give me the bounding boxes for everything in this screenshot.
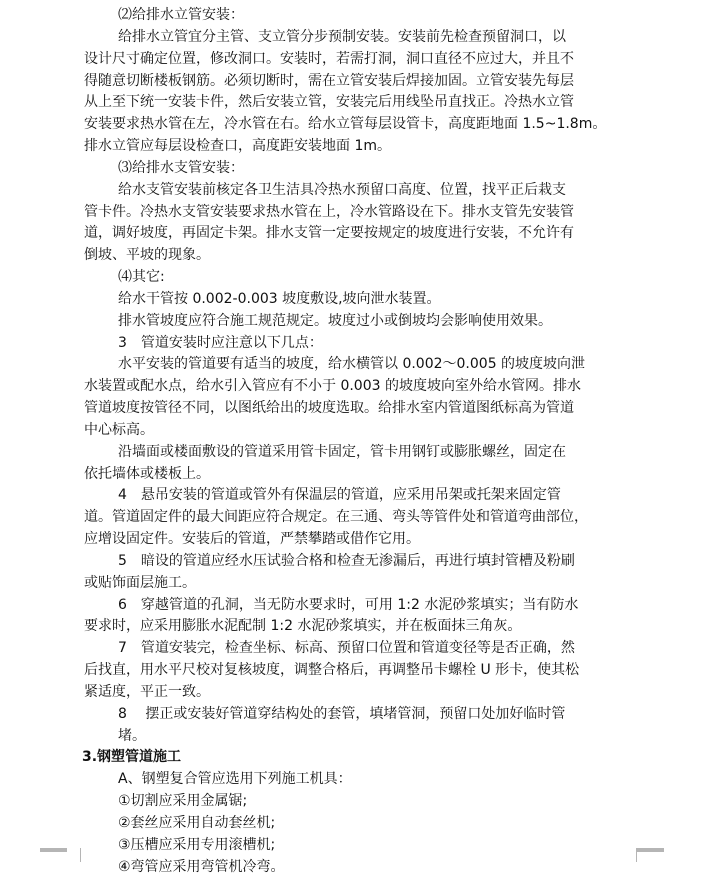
list-item: ④弯管应采用弯管机冷弯。 <box>118 859 285 875</box>
paragraph-line: 紧适度，平正一致。 <box>84 684 210 700</box>
paragraph-line: 得随意切断楼板钢筋。必须切断时，需在立管安装后焊接加固。立管安装先每层 <box>84 73 574 89</box>
paragraph-line: 或贴饰面层施工。 <box>84 575 196 591</box>
paragraph-line: 排水管坡度应符合施工规范规定。坡度过小或倒坡均会影响使用效果。 <box>118 313 552 329</box>
paragraph-line: 给水支管安装前核定各卫生洁具冷热水预留口高度、位置，找平正后栽支 <box>118 182 566 198</box>
heading-branch-install: ⑶给排水支管安装： <box>118 160 244 176</box>
paragraph-line: 中心标高。 <box>84 422 154 438</box>
paragraph-line: 要求时，应采用膨胀水泥配制 1:2 水泥砂浆填实，并在板面抹三角灰。 <box>84 618 522 634</box>
list-item: ③压槽应采用专用滚槽机; <box>118 837 276 853</box>
numbered-item-3: 3 管道安装时应注意以下几点： <box>118 335 323 351</box>
list-item: ②套丝应采用自动套丝机; <box>118 815 276 831</box>
paragraph-line: 安装要求热水管在左，冷水管在右。给水立管每层设管卡，高度距地面 1.5~1.8m。 <box>84 116 607 132</box>
paragraph-line: 沿墙面或楼面敷设的管道采用管卡固定，管卡用钢钉或膨胀螺丝，固定在 <box>118 444 566 460</box>
paragraph-line: 从上至下统一安装卡件，然后安装立管，安装完后用线坠吊直找正。冷热水立管 <box>84 94 574 110</box>
paragraph-line: 管道坡度按管径不同，以图纸给出的坡度选取。给排水室内管道图纸标高为管道 <box>84 400 574 416</box>
numbered-item-5: 5 暗设的管道应经水压试验合格和检查无渗漏后，再进行填封管槽及粉刷 <box>118 553 575 569</box>
heading-others: ⑷其它: <box>118 269 165 285</box>
numbered-item-7: 7 管道安装完，检查坐标、标高、预留口位置和管道变径等是否正确，然 <box>118 640 575 656</box>
page-corner-mark-left-h <box>40 848 67 852</box>
paragraph-line: 依托墙体或楼板上。 <box>84 466 210 482</box>
heading-riser-install: ⑵给排水立管安装： <box>118 7 244 23</box>
page-corner-mark-right-h <box>637 848 664 852</box>
numbered-item-8: 8 摆正或安装好管道穿结构处的套管，填堵管洞，预留口处加好临时管 <box>118 706 566 722</box>
numbered-item-6: 6 穿越管道的孔洞，当无防水要求时，可用 1:2 水泥砂浆填实；当有防水 <box>118 597 579 613</box>
section-heading-steel-plastic: 3.钢塑管道施工 <box>82 749 182 765</box>
paragraph-line: 后找直，用水平尺校对复核坡度，调整合格后，再调整吊卡螺栓 U 形卡，使其松 <box>84 662 580 678</box>
paragraph-line: 给水干管按 0.002-0.003 坡度敷设,坡向泄水装置。 <box>118 291 441 307</box>
paragraph-line: 水平安装的管道要有适当的坡度，给水横管以 0.002～0.005 的坡度坡向泄 <box>118 356 586 372</box>
paragraph-line: 堵。 <box>118 728 146 744</box>
list-item: ①切割应采用金属锯; <box>118 793 248 809</box>
paragraph-line: 设计尺寸确定位置，修改洞口。安装时，若需打洞，洞口直径不应过大，并且不 <box>84 51 574 67</box>
paragraph-line: 道。管道固定件的最大间距应符合规定。在三通、弯头等管件处和管道弯曲部位， <box>84 509 588 525</box>
paragraph-line: 排水立管应每层设检查口，高度距安装地面 1m。 <box>84 138 391 154</box>
paragraph-line: 道，调好坡度，再固定卡架。排水支管一定要按规定的坡度进行安装，不允许有 <box>84 225 574 241</box>
numbered-item-4: 4 悬吊安装的管道或管外有保温层的管道，应采用吊架或托架来固定管 <box>118 487 561 503</box>
paragraph-line: 倒坡、平坡的现象。 <box>84 247 210 263</box>
list-intro: A、钢塑复合管应选用下列施工机具： <box>118 771 352 787</box>
paragraph-line: 给排水立管宜分主管、支立管分步预制安装。安装前先检查预留洞口，以 <box>118 29 566 45</box>
paragraph-line: 应增设固定件。安装后的管道，严禁攀踏或借作它用。 <box>84 531 420 547</box>
paragraph-line: 水装置或配水点，给水引入管应有不小于 0.003 的坡度坡向室外给水管网。排水 <box>84 378 581 394</box>
paragraph-line: 管卡件。冷热水支管安装要求热水管在上，冷水管路设在下。排水支管先安装管 <box>84 204 574 220</box>
